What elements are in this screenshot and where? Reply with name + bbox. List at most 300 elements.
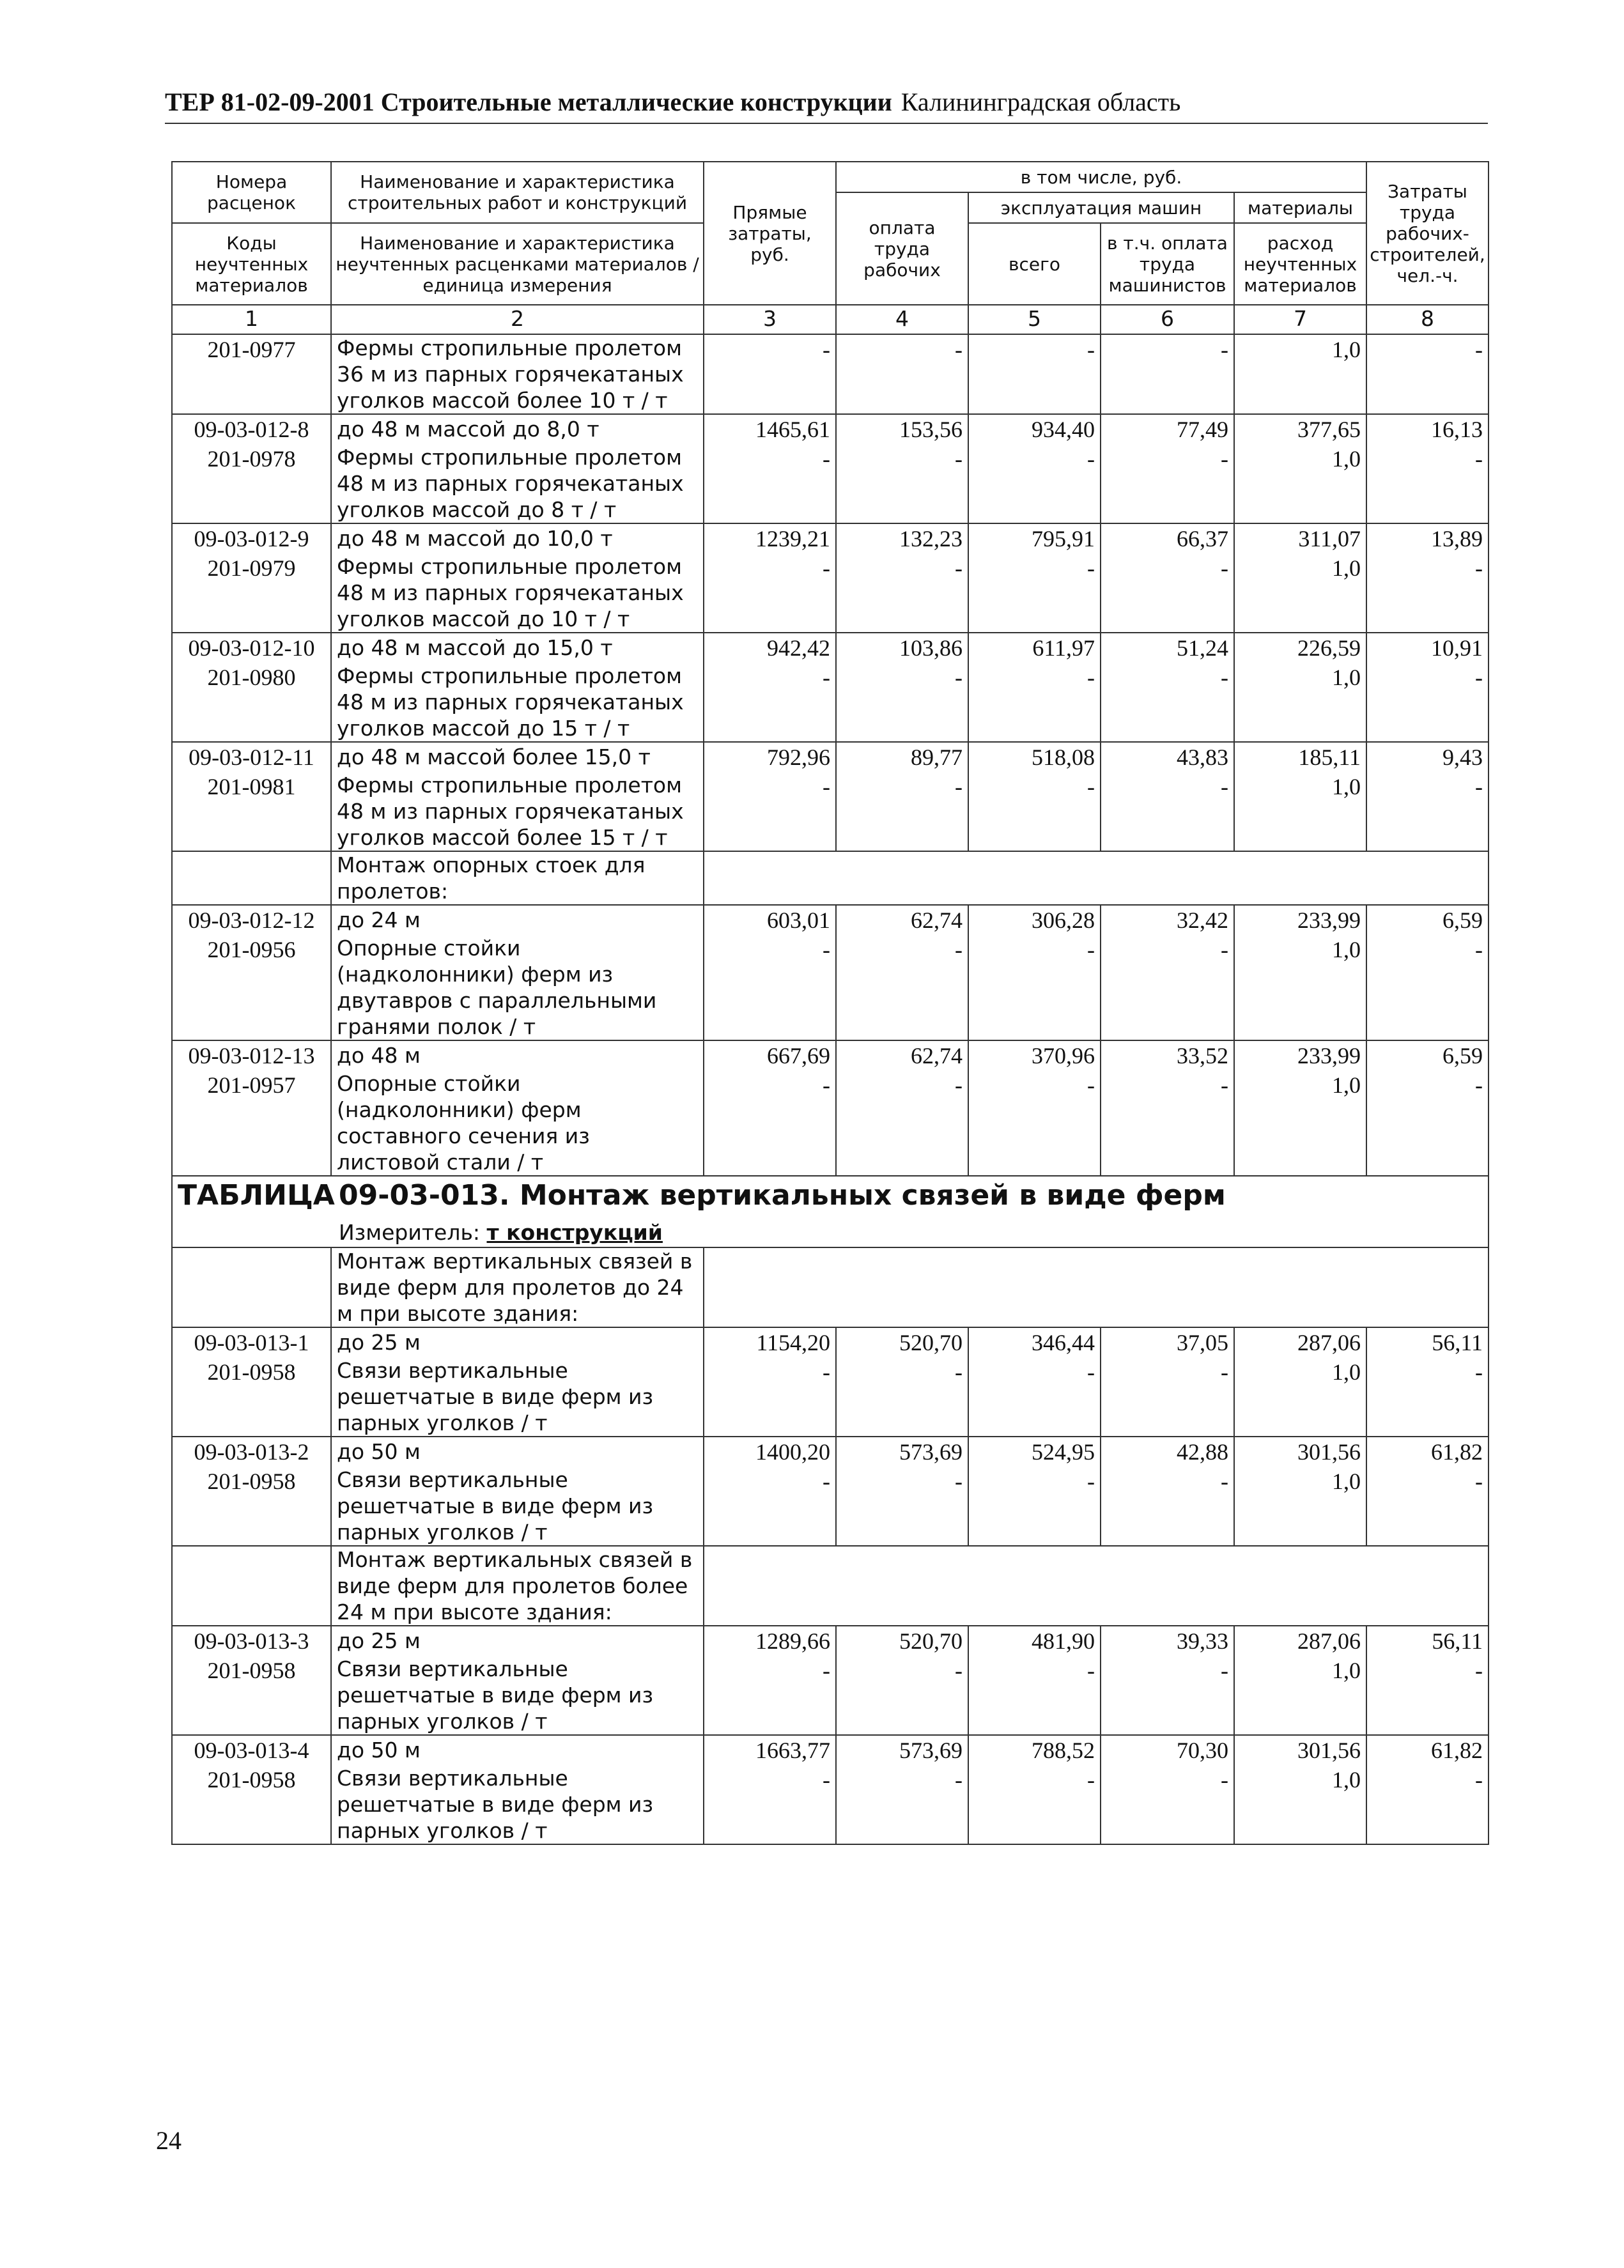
rate-code: 09-03-013-3 bbox=[194, 1628, 309, 1654]
header-work-name: Наименование и характеристика строительных работ и конструкций bbox=[331, 162, 704, 223]
column-number: 3 bbox=[704, 305, 836, 334]
material-value: - bbox=[1087, 1359, 1095, 1385]
header-materials: материалы bbox=[1234, 192, 1366, 223]
material-value: - bbox=[1475, 1072, 1483, 1098]
material-value: 1,0 bbox=[1332, 1658, 1361, 1683]
value-cell bbox=[836, 742, 968, 851]
value-cell bbox=[968, 1626, 1101, 1735]
rate-code: 09-03-012-9 bbox=[194, 526, 309, 552]
rate-description-cell bbox=[331, 742, 704, 851]
value-cell bbox=[836, 1437, 968, 1546]
value-cell bbox=[1101, 414, 1234, 523]
value-cell bbox=[1101, 1735, 1234, 1844]
rate-value: 573,69 bbox=[899, 1439, 963, 1465]
rate-value: 185,11 bbox=[1298, 744, 1361, 770]
material-description: Опорные стойки (надколонники) ферм из двутавров с параллельными гранями полок / т bbox=[337, 936, 657, 1039]
rate-description-cell bbox=[331, 523, 704, 633]
material-value: - bbox=[823, 1072, 830, 1098]
value-cell bbox=[1366, 1437, 1489, 1546]
rate-name: до 50 м bbox=[337, 1738, 421, 1763]
value-cell bbox=[1101, 334, 1234, 414]
material-value: 1,0 bbox=[1332, 1469, 1361, 1494]
material-value: - bbox=[823, 1767, 830, 1793]
header-rate-numbers: Номера расценок bbox=[172, 162, 331, 223]
table-title: 09-03-013. Монтаж вертикальных связей в виде ферм bbox=[339, 1179, 1226, 1212]
column-number: 1 bbox=[172, 305, 331, 334]
rate-code-cell bbox=[172, 1040, 331, 1176]
rate-value: 611,97 bbox=[1032, 635, 1095, 661]
material-value: 1,0 bbox=[1332, 1359, 1361, 1385]
material-code: 201-0977 bbox=[207, 337, 296, 362]
measure-value: т конструкций bbox=[486, 1220, 663, 1245]
material-value: - bbox=[1087, 337, 1095, 362]
rate-value: 573,69 bbox=[899, 1738, 963, 1763]
rate-code-cell bbox=[172, 1626, 331, 1735]
material-value: - bbox=[955, 337, 963, 362]
material-value: - bbox=[955, 446, 963, 472]
rate-code: 09-03-013-1 bbox=[194, 1330, 309, 1355]
rate-description-cell bbox=[331, 334, 704, 414]
rate-value: 89,77 bbox=[911, 744, 963, 770]
value-cell bbox=[1101, 1327, 1234, 1437]
column-numbers-row bbox=[172, 305, 1489, 334]
rate-value: 306,28 bbox=[1032, 907, 1095, 933]
material-value: - bbox=[955, 1072, 963, 1098]
header-machines-total: всего bbox=[968, 223, 1101, 305]
material-value: - bbox=[1087, 1767, 1095, 1793]
material-value: - bbox=[823, 337, 830, 362]
material-value: - bbox=[1475, 1469, 1483, 1494]
rate-description-cell bbox=[331, 905, 704, 1040]
rate-description-cell bbox=[331, 414, 704, 523]
rate-value: 61,82 bbox=[1431, 1738, 1483, 1763]
material-value: - bbox=[955, 665, 963, 690]
material-code: 201-0957 bbox=[207, 1072, 296, 1098]
rate-code: 09-03-012-11 bbox=[189, 744, 314, 770]
rate-value: 77,49 bbox=[1177, 417, 1228, 442]
header-row bbox=[172, 162, 1489, 192]
rate-value: 61,82 bbox=[1431, 1439, 1483, 1465]
material-value: - bbox=[1087, 1469, 1095, 1494]
column-number: 4 bbox=[836, 305, 968, 334]
rate-description-cell bbox=[331, 1626, 704, 1735]
material-value: - bbox=[1087, 446, 1095, 472]
value-cell bbox=[1101, 1437, 1234, 1546]
value-cell bbox=[704, 334, 836, 414]
value-cell bbox=[1234, 633, 1366, 742]
page-header bbox=[165, 84, 1488, 124]
value-cell bbox=[1234, 1437, 1366, 1546]
material-value: 1,0 bbox=[1332, 665, 1361, 690]
value-cell bbox=[1366, 523, 1489, 633]
value-cell bbox=[1101, 1626, 1234, 1735]
value-cell bbox=[1366, 742, 1489, 851]
rate-code: 09-03-012-8 bbox=[194, 417, 309, 442]
rate-code-cell bbox=[172, 334, 331, 414]
rate-value: 518,08 bbox=[1032, 744, 1095, 770]
material-value: - bbox=[1221, 937, 1228, 962]
rate-value: 62,74 bbox=[911, 907, 963, 933]
rate-row bbox=[172, 742, 1489, 851]
rate-description-cell bbox=[331, 633, 704, 742]
value-cell bbox=[1101, 905, 1234, 1040]
header-direct-costs: Прямые затраты, руб. bbox=[704, 162, 836, 305]
value-cell bbox=[704, 1327, 836, 1437]
material-code: 201-0980 bbox=[207, 665, 296, 690]
material-value: 1,0 bbox=[1332, 1767, 1361, 1793]
rate-row bbox=[172, 414, 1489, 523]
material-value: - bbox=[1475, 1658, 1483, 1683]
rate-value: 62,74 bbox=[911, 1043, 963, 1068]
table-title-row bbox=[172, 1176, 1489, 1247]
rate-value: 1663,77 bbox=[755, 1738, 830, 1763]
material-value: - bbox=[1087, 937, 1095, 962]
material-value: - bbox=[823, 665, 830, 690]
value-cell bbox=[836, 523, 968, 633]
rate-value: 9,43 bbox=[1442, 744, 1483, 770]
material-value: - bbox=[1087, 1658, 1095, 1683]
material-description: Опорные стойки (надколонники) ферм составного сечения из листовой стали / т bbox=[337, 1071, 590, 1175]
material-value: - bbox=[823, 555, 830, 581]
rate-value: 16,13 bbox=[1431, 417, 1483, 442]
value-cell bbox=[1366, 1735, 1489, 1844]
value-cell bbox=[1234, 1735, 1366, 1844]
material-code: 201-0979 bbox=[207, 555, 296, 581]
rate-value: 10,91 bbox=[1431, 635, 1483, 661]
value-cell bbox=[704, 633, 836, 742]
value-cell bbox=[1234, 1327, 1366, 1437]
column-number: 7 bbox=[1234, 305, 1366, 334]
material-value: 1,0 bbox=[1332, 337, 1361, 362]
material-value: - bbox=[823, 774, 830, 799]
material-value: - bbox=[823, 937, 830, 962]
value-cell bbox=[968, 414, 1101, 523]
material-value: - bbox=[1221, 446, 1228, 472]
rate-value: 233,99 bbox=[1297, 1043, 1361, 1068]
material-value: - bbox=[1221, 1469, 1228, 1494]
material-description: Фермы стропильные пролетом 36 м из парных горячекатаных уголков массой более 10 т / т bbox=[337, 336, 684, 413]
subheading-row bbox=[172, 1247, 1489, 1327]
rate-name: до 48 м bbox=[337, 1043, 421, 1068]
material-value: - bbox=[955, 1658, 963, 1683]
rate-code-cell bbox=[172, 414, 331, 523]
rate-value: 33,52 bbox=[1177, 1043, 1228, 1068]
rate-value: 792,96 bbox=[767, 744, 830, 770]
material-value: - bbox=[1475, 665, 1483, 690]
material-value: 1,0 bbox=[1332, 1072, 1361, 1098]
value-cell bbox=[968, 742, 1101, 851]
rate-value: 301,56 bbox=[1297, 1439, 1361, 1465]
value-cell bbox=[1366, 334, 1489, 414]
value-cell bbox=[836, 1735, 968, 1844]
rate-name: до 24 м bbox=[337, 907, 421, 932]
material-value: - bbox=[1087, 665, 1095, 690]
material-value: - bbox=[1221, 1767, 1228, 1793]
header-machinist-pay: в т.ч. оплата труда машинистов bbox=[1101, 223, 1234, 305]
empty-cell bbox=[704, 851, 1489, 905]
rate-value: 301,56 bbox=[1297, 1738, 1361, 1763]
value-cell bbox=[704, 1626, 836, 1735]
material-value: - bbox=[1475, 446, 1483, 472]
rate-value: 39,33 bbox=[1177, 1628, 1228, 1654]
rate-row bbox=[172, 1327, 1489, 1437]
material-code: 201-0956 bbox=[207, 937, 296, 962]
rate-description-cell bbox=[331, 1040, 704, 1176]
rate-value: 42,88 bbox=[1177, 1439, 1228, 1465]
material-value: - bbox=[1475, 1767, 1483, 1793]
rate-value: 524,95 bbox=[1032, 1439, 1095, 1465]
value-cell bbox=[704, 523, 836, 633]
value-cell bbox=[1366, 1040, 1489, 1176]
material-description: Фермы стропильные пролетом 48 м из парных горячекатаных уголков массой до 10 т / т bbox=[337, 554, 684, 631]
material-value: - bbox=[1221, 337, 1228, 362]
rate-name: до 48 м массой более 15,0 т bbox=[337, 744, 651, 769]
material-value: - bbox=[1475, 555, 1483, 581]
value-cell bbox=[968, 1735, 1101, 1844]
material-value: - bbox=[1475, 937, 1483, 962]
material-code: 201-0981 bbox=[207, 774, 296, 799]
page-number: 24 bbox=[156, 2126, 182, 2155]
rate-value: 370,96 bbox=[1032, 1043, 1095, 1068]
value-cell bbox=[836, 633, 968, 742]
header-material-usage: расход неучтенных материалов bbox=[1234, 223, 1366, 305]
material-value: - bbox=[955, 555, 963, 581]
material-value: 1,0 bbox=[1332, 774, 1361, 799]
material-value: - bbox=[1221, 665, 1228, 690]
value-cell bbox=[836, 1040, 968, 1176]
material-code: 201-0958 bbox=[207, 1469, 296, 1494]
empty-cell bbox=[172, 1546, 331, 1626]
rate-name: до 25 м bbox=[337, 1628, 421, 1653]
material-value: - bbox=[1087, 774, 1095, 799]
value-cell bbox=[836, 905, 968, 1040]
table-label: ТАБЛИЦА bbox=[178, 1179, 335, 1212]
rate-row bbox=[172, 523, 1489, 633]
material-code: 201-0958 bbox=[207, 1767, 296, 1793]
material-value: - bbox=[1087, 1072, 1095, 1098]
table-measure bbox=[339, 1219, 1483, 1247]
rate-value: 1400,20 bbox=[755, 1439, 830, 1465]
rate-value: 56,11 bbox=[1432, 1628, 1483, 1654]
rate-value: 520,70 bbox=[899, 1628, 963, 1654]
rate-value: 1154,20 bbox=[756, 1330, 830, 1355]
rate-value: 153,56 bbox=[899, 417, 963, 442]
rate-value: 788,52 bbox=[1032, 1738, 1095, 1763]
material-value: - bbox=[1475, 774, 1483, 799]
rate-description-cell bbox=[331, 1437, 704, 1546]
value-cell bbox=[836, 1626, 968, 1735]
value-cell bbox=[1366, 905, 1489, 1040]
rate-description-cell bbox=[331, 1327, 704, 1437]
material-value: - bbox=[1221, 555, 1228, 581]
material-description: Связи вертикальные решетчатые в виде ферм из парных уголков / т bbox=[337, 1766, 654, 1843]
rate-row bbox=[172, 334, 1489, 414]
rate-value: 795,91 bbox=[1032, 526, 1095, 552]
subheading-cell: Монтаж вертикальных связей в виде ферм для пролетов до 24 м при высоте здания: bbox=[331, 1247, 704, 1327]
rate-value: 6,59 bbox=[1442, 907, 1483, 933]
value-cell bbox=[1366, 1626, 1489, 1735]
rate-value: 6,59 bbox=[1442, 1043, 1483, 1068]
rate-value: 51,24 bbox=[1177, 635, 1228, 661]
header-material-name: Наименование и характеристика неучтенных расценками материалов / единица измерения bbox=[331, 223, 704, 305]
rate-code-cell bbox=[172, 905, 331, 1040]
rate-value: 377,65 bbox=[1297, 417, 1361, 442]
document-title: ТЕР 81-02-09-2001 Строительные металлические конструкции bbox=[165, 88, 892, 116]
rate-value: 287,06 bbox=[1297, 1628, 1361, 1654]
rate-name: до 48 м массой до 8,0 т bbox=[337, 417, 599, 442]
value-cell bbox=[836, 414, 968, 523]
rate-value: 13,89 bbox=[1431, 526, 1483, 552]
material-description: Связи вертикальные решетчатые в виде ферм из парных уголков / т bbox=[337, 1467, 654, 1545]
rate-value: 43,83 bbox=[1177, 744, 1228, 770]
price-table bbox=[171, 161, 1489, 1845]
value-cell bbox=[1101, 742, 1234, 851]
rate-value: 287,06 bbox=[1297, 1330, 1361, 1355]
material-description: Связи вертикальные решетчатые в виде ферм из парных уголков / т bbox=[337, 1358, 654, 1435]
material-value: 1,0 bbox=[1332, 446, 1361, 472]
rate-value: 70,30 bbox=[1177, 1738, 1228, 1763]
material-description: Фермы стропильные пролетом 48 м из парных горячекатаных уголков массой более 15 т / т bbox=[337, 773, 684, 850]
rate-value: 103,86 bbox=[899, 635, 963, 661]
rate-value: 1289,66 bbox=[755, 1628, 830, 1654]
material-description: Фермы стропильные пролетом 48 м из парных горячекатаных уголков массой до 8 т / т bbox=[337, 445, 684, 522]
rate-value: 520,70 bbox=[899, 1330, 963, 1355]
material-value: - bbox=[1221, 774, 1228, 799]
rate-value: 603,01 bbox=[767, 907, 830, 933]
column-number: 8 bbox=[1366, 305, 1489, 334]
value-cell bbox=[1234, 523, 1366, 633]
material-code: 201-0958 bbox=[207, 1359, 296, 1385]
value-cell bbox=[1366, 633, 1489, 742]
rate-code: 09-03-012-10 bbox=[188, 635, 315, 661]
rate-name: до 48 м массой до 15,0 т bbox=[337, 635, 613, 660]
table-heading bbox=[178, 1176, 1483, 1215]
value-cell bbox=[704, 1437, 836, 1546]
material-value: - bbox=[823, 446, 830, 472]
subheading-cell: Монтаж опорных стоек для пролетов: bbox=[331, 851, 704, 905]
value-cell bbox=[968, 523, 1101, 633]
value-cell bbox=[1101, 1040, 1234, 1176]
header-labor-costs: Затраты труда рабочих-строителей, чел.-ч. bbox=[1366, 162, 1489, 305]
value-cell bbox=[1234, 1040, 1366, 1176]
column-number: 2 bbox=[331, 305, 704, 334]
material-value: - bbox=[955, 937, 963, 962]
rate-description-cell bbox=[331, 1735, 704, 1844]
value-cell bbox=[1101, 633, 1234, 742]
rate-value: 37,05 bbox=[1177, 1330, 1228, 1355]
rate-value: 942,42 bbox=[767, 635, 830, 661]
material-value: - bbox=[823, 1658, 830, 1683]
rate-name: до 48 м массой до 10,0 т bbox=[337, 526, 613, 551]
value-cell bbox=[704, 905, 836, 1040]
value-cell bbox=[836, 334, 968, 414]
header-worker-pay: оплата труда рабочих bbox=[836, 192, 968, 305]
subheading-row bbox=[172, 851, 1489, 905]
rate-value: 56,11 bbox=[1432, 1330, 1483, 1355]
column-number: 6 bbox=[1101, 305, 1234, 334]
material-value: - bbox=[1221, 1658, 1228, 1683]
material-value: - bbox=[1221, 1359, 1228, 1385]
column-number: 5 bbox=[968, 305, 1101, 334]
value-cell bbox=[1234, 1626, 1366, 1735]
rate-row bbox=[172, 633, 1489, 742]
value-cell bbox=[968, 1327, 1101, 1437]
empty-cell bbox=[704, 1546, 1489, 1626]
value-cell bbox=[704, 414, 836, 523]
rate-value: 1239,21 bbox=[755, 526, 830, 552]
rate-value: 934,40 bbox=[1032, 417, 1095, 442]
rate-value: 132,23 bbox=[899, 526, 963, 552]
rate-code-cell bbox=[172, 633, 331, 742]
rate-value: 226,59 bbox=[1297, 635, 1361, 661]
value-cell bbox=[704, 742, 836, 851]
rate-code-cell bbox=[172, 1437, 331, 1546]
empty-cell bbox=[172, 1247, 331, 1327]
subheading-cell: Монтаж вертикальных связей в виде ферм для пролетов более 24 м при высоте здания: bbox=[331, 1546, 704, 1626]
value-cell bbox=[1234, 742, 1366, 851]
empty-cell bbox=[172, 851, 331, 905]
subheading-row bbox=[172, 1546, 1489, 1626]
material-value: - bbox=[1087, 555, 1095, 581]
rate-value: 32,42 bbox=[1177, 907, 1228, 933]
rate-value: 481,90 bbox=[1032, 1628, 1095, 1654]
rate-row bbox=[172, 905, 1489, 1040]
value-cell bbox=[1234, 414, 1366, 523]
material-code: 201-0958 bbox=[207, 1658, 296, 1683]
rate-code-cell bbox=[172, 1327, 331, 1437]
value-cell bbox=[968, 1040, 1101, 1176]
value-cell bbox=[968, 633, 1101, 742]
rate-code-cell bbox=[172, 1735, 331, 1844]
material-value: - bbox=[1475, 1359, 1483, 1385]
material-value: 1,0 bbox=[1332, 937, 1361, 962]
material-code: 201-0978 bbox=[207, 446, 296, 472]
rate-code: 09-03-012-12 bbox=[188, 907, 315, 933]
material-value: - bbox=[955, 1469, 963, 1494]
region-name: Калининградская область bbox=[901, 88, 1181, 116]
rate-row bbox=[172, 1735, 1489, 1844]
material-value: - bbox=[955, 774, 963, 799]
rate-code: 09-03-013-2 bbox=[194, 1439, 309, 1465]
rate-name: до 25 м bbox=[337, 1330, 421, 1355]
material-value: - bbox=[1475, 337, 1483, 362]
material-value: 1,0 bbox=[1332, 555, 1361, 581]
table-title-cell bbox=[172, 1176, 1489, 1247]
empty-cell bbox=[704, 1247, 1489, 1327]
rate-value: 66,37 bbox=[1177, 526, 1228, 552]
rate-name: до 50 м bbox=[337, 1439, 421, 1464]
rate-row bbox=[172, 1437, 1489, 1546]
material-value: - bbox=[1221, 1072, 1228, 1098]
value-cell bbox=[836, 1327, 968, 1437]
measure-label: Измеритель: bbox=[339, 1220, 481, 1245]
rate-code-cell bbox=[172, 742, 331, 851]
value-cell bbox=[1101, 523, 1234, 633]
material-value: - bbox=[823, 1359, 830, 1385]
rate-code: 09-03-013-4 bbox=[194, 1738, 309, 1763]
header-machines: эксплуатация машин bbox=[968, 192, 1234, 223]
value-cell bbox=[968, 1437, 1101, 1546]
rate-value: 346,44 bbox=[1032, 1330, 1095, 1355]
value-cell bbox=[1234, 334, 1366, 414]
value-cell bbox=[1366, 414, 1489, 523]
value-cell bbox=[968, 334, 1101, 414]
rate-value: 667,69 bbox=[767, 1043, 830, 1068]
material-description: Фермы стропильные пролетом 48 м из парных горячекатаных уголков массой до 15 т / т bbox=[337, 663, 684, 741]
rate-value: 233,99 bbox=[1297, 907, 1361, 933]
value-cell bbox=[1366, 1327, 1489, 1437]
header-material-codes: Коды неучтенных материалов bbox=[172, 223, 331, 305]
